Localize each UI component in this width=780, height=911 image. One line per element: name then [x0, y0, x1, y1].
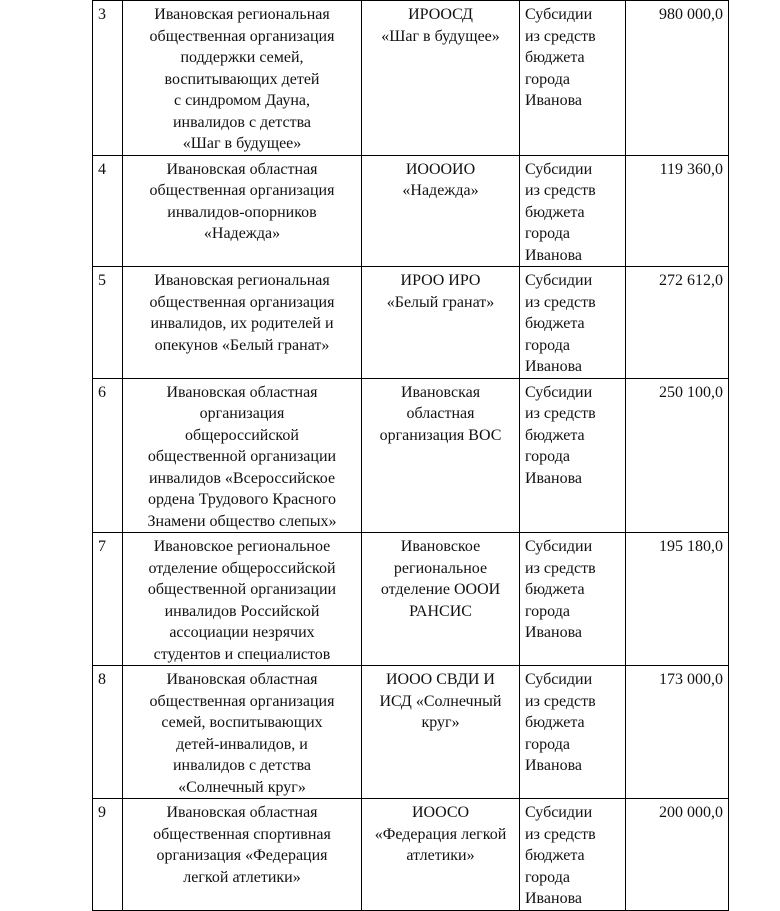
organization-name-line: легкой атлетики»	[183, 868, 301, 886]
row-number: 4	[98, 160, 106, 178]
organization-name-line: инвалидов «Всероссийское	[148, 469, 336, 487]
organization-name-line: организация «Федерация	[156, 847, 328, 864]
funding-source-line: города	[525, 225, 570, 242]
organization-name-line: Ивановская региональная	[154, 6, 330, 23]
amount-value: 250 100,0	[659, 383, 723, 401]
organization-name-line: ордена Трудового Красного	[148, 491, 336, 508]
funding-source-cell	[520, 666, 626, 799]
funding-source-line: бюджета	[525, 315, 585, 332]
row-number: 7	[98, 538, 106, 555]
organization-name-line: студентов и специалистов	[153, 645, 331, 663]
amount-cell	[626, 267, 729, 379]
organization-abbreviation-cell	[362, 267, 520, 379]
organization-name-cell	[123, 799, 362, 911]
funding-source-line: Иванова	[525, 624, 583, 641]
organization-name-cell	[123, 533, 362, 666]
amount-value: 272 612,0	[659, 272, 723, 289]
organization-name-line: Ивановское региональное	[153, 538, 331, 555]
organization-name-line: опекунов «Белый гранат»	[154, 336, 330, 354]
funding-source-line: из средств	[525, 405, 596, 422]
organization-abbreviation-line: ИООСО	[411, 804, 470, 821]
organization-name-line: общественная организация	[149, 692, 335, 710]
row-number: 5	[98, 272, 106, 289]
organization-abbreviation-cell	[362, 155, 520, 267]
organization-name-cell	[123, 1, 362, 156]
organization-name-line: Ивановская региональная	[154, 272, 330, 289]
organization-name-line: общественная организация	[149, 27, 335, 45]
funding-source-line: Субсидии	[525, 383, 593, 401]
organizations-table-body	[93, 1, 729, 911]
funding-source-line: города	[525, 602, 570, 620]
funding-source-line: Иванова	[525, 358, 583, 375]
organization-abbreviation-line: ИРОО ИРО	[400, 272, 481, 289]
funding-source-cell	[520, 267, 626, 379]
organization-abbreviation-line: Ивановская	[400, 383, 481, 401]
funding-source-line: Субсидии	[525, 272, 593, 289]
organization-name-line: инвалидов-опорников	[167, 203, 317, 221]
funding-source-line: бюджета	[525, 847, 585, 864]
organization-name-line: отделение общероссийской	[148, 559, 336, 577]
funding-source-line: города	[525, 70, 570, 88]
organization-abbreviation-cell	[362, 378, 520, 533]
amount-value: 200 000,0	[659, 804, 723, 821]
organization-abbreviation-line: «Шаг в будущее»	[381, 27, 500, 45]
row-number-cell	[93, 155, 123, 267]
amount-cell	[626, 378, 729, 533]
amount-cell	[626, 155, 729, 267]
organization-name-line: «Шаг в будущее»	[182, 135, 302, 152]
organization-abbreviation-line: организация ВОС	[379, 426, 502, 444]
row-number-cell	[93, 799, 123, 911]
table-row	[93, 799, 729, 911]
table-row	[93, 533, 729, 666]
organizations-table	[92, 0, 729, 911]
organization-name-line: с синдромом Дауна,	[174, 92, 310, 109]
row-number-cell	[93, 666, 123, 799]
organization-name-line: Ивановская областная	[166, 160, 318, 178]
organization-name-cell	[123, 155, 362, 267]
organization-name-line: общероссийской	[185, 426, 299, 444]
funding-source-line: города	[525, 868, 570, 886]
row-number: 3	[98, 6, 106, 23]
table-row	[93, 666, 729, 799]
funding-source-line: города	[525, 735, 570, 753]
row-number-cell	[93, 1, 123, 156]
funding-source-cell	[520, 1, 626, 156]
amount-value: 119 360,0	[659, 160, 723, 178]
funding-source-line: из средств	[525, 559, 596, 577]
funding-source-line: бюджета	[525, 581, 585, 598]
funding-source-line: из средств	[525, 293, 596, 311]
funding-source-cell	[520, 378, 626, 533]
organization-abbreviation-cell	[362, 533, 520, 666]
organization-abbreviation-cell	[362, 666, 520, 799]
organization-name-line: инвалидов с детства	[172, 113, 312, 131]
funding-source-line: Иванова	[525, 469, 583, 487]
organization-name-line: «Солнечный круг»	[178, 778, 306, 796]
organization-name-line: инвалидов, их родителей и	[150, 315, 334, 332]
organization-abbreviation-line: «Федерация легкой	[374, 825, 507, 843]
organization-abbreviation-line: ИРООСД	[408, 6, 473, 23]
organization-abbreviation-line: ИОООИО	[405, 160, 476, 178]
funding-source-line: бюджета	[525, 49, 585, 66]
organization-name-line: семей, воспитывающих	[161, 714, 323, 731]
organization-abbreviation-line: атлетики»	[406, 847, 475, 864]
organization-name-line: инвалидов с детства	[172, 757, 312, 774]
organization-name-line: Знамени общество слепых»	[147, 512, 337, 530]
table-row	[93, 267, 729, 379]
row-number: 9	[98, 804, 106, 821]
amount-cell	[626, 533, 729, 666]
row-number-cell	[93, 267, 123, 379]
organization-name-line: воспитывающих детей	[164, 70, 320, 88]
organization-name-cell	[123, 267, 362, 379]
amount-value: 173 000,0	[659, 671, 723, 688]
table-row	[93, 1, 729, 156]
organization-abbreviation-line: «Белый гранат»	[386, 293, 495, 311]
funding-source-line: Иванова	[525, 92, 583, 109]
funding-source-line: бюджета	[525, 426, 585, 444]
organization-name-line: общественная организация	[149, 293, 335, 311]
organization-name-line: Ивановская областная	[166, 671, 318, 688]
organization-name-line: ассоциации незрячих	[169, 624, 315, 641]
funding-source-line: Иванова	[525, 246, 583, 264]
funding-source-line: Субсидии	[525, 671, 593, 688]
row-number: 8	[98, 671, 106, 688]
funding-source-line: Субсидии	[525, 538, 593, 555]
funding-source-line: Иванова	[525, 890, 583, 907]
funding-source-cell	[520, 799, 626, 911]
organization-name-line: организация	[199, 405, 285, 422]
amount-cell	[626, 1, 729, 156]
funding-source-line: Иванова	[525, 757, 583, 774]
organization-abbreviation-line: ИООО СВДИ И	[386, 671, 495, 688]
funding-source-line: города	[525, 448, 570, 465]
funding-source-cell	[520, 155, 626, 267]
funding-source-line: из средств	[525, 692, 596, 710]
funding-source-line: Субсидии	[525, 804, 593, 821]
organization-name-cell	[123, 378, 362, 533]
table-row	[93, 155, 729, 267]
organization-abbreviation-line: РАНСИС	[409, 602, 472, 620]
organization-name-line: общественной организации	[147, 581, 337, 598]
funding-source-line: Субсидии	[525, 160, 593, 178]
organization-name-line: детей-инвалидов, и	[176, 735, 308, 753]
funding-source-line: города	[525, 336, 570, 354]
funding-source-line: бюджета	[525, 203, 585, 221]
organization-name-line: «Надежда»	[203, 225, 281, 242]
organization-abbreviation-line: региональное	[393, 559, 488, 577]
organization-name-line: общественная организация	[149, 182, 335, 199]
organization-name-line: поддержки семей,	[180, 49, 304, 66]
organization-abbreviation-cell	[362, 799, 520, 911]
funding-source-cell	[520, 533, 626, 666]
row-number-cell	[93, 378, 123, 533]
table-row	[93, 378, 729, 533]
organization-name-line: Ивановская областная	[166, 383, 318, 401]
funding-source-line: бюджета	[525, 714, 585, 731]
funding-source-line: из средств	[525, 182, 596, 199]
funding-source-line: из средств	[525, 27, 596, 45]
organization-abbreviation-line: отделение ОООИ	[380, 581, 501, 598]
organization-name-line: инвалидов Российской	[164, 602, 320, 620]
amount-cell	[626, 666, 729, 799]
organization-abbreviation-line: областная	[406, 405, 475, 422]
funding-source-line: Субсидии	[525, 6, 593, 23]
organization-abbreviation-line: Ивановское	[400, 538, 481, 555]
amount-cell	[626, 799, 729, 911]
organization-abbreviation-line: «Надежда»	[402, 182, 479, 199]
organization-name-line: общественная спортивная	[153, 825, 331, 843]
organization-abbreviation-line: ИСД «Солнечный	[379, 692, 502, 710]
row-number: 6	[98, 383, 106, 401]
organization-abbreviation-line: круг»	[421, 714, 460, 731]
funding-source-line: из средств	[525, 825, 596, 843]
amount-value: 195 180,0	[659, 538, 723, 555]
organization-name-line: Ивановская областная	[166, 804, 318, 821]
organization-name-cell	[123, 666, 362, 799]
amount-value: 980 000,0	[659, 6, 723, 23]
organization-name-line: общественной организации	[147, 448, 337, 465]
row-number-cell	[93, 533, 123, 666]
organization-abbreviation-cell	[362, 1, 520, 156]
